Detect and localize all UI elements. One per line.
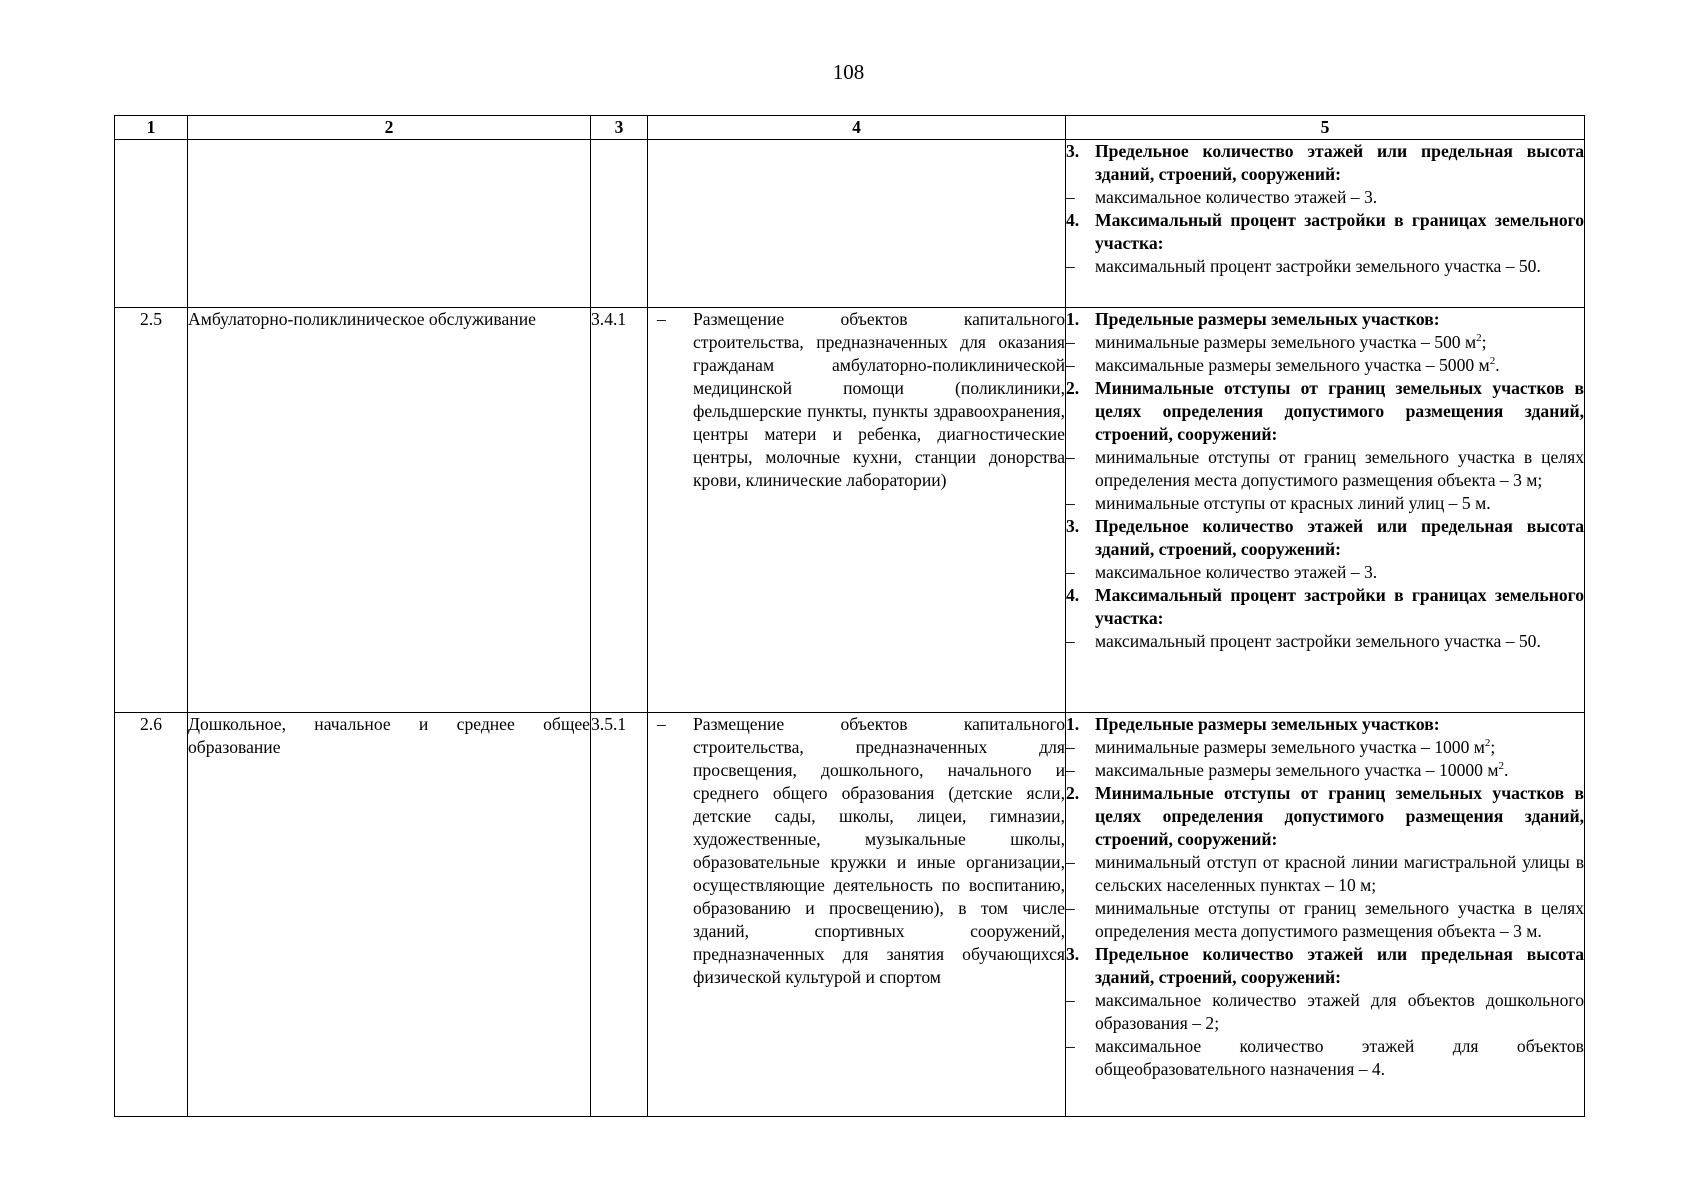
- parameter-text-main: минимальные отступы от границ земельного участка в целях определения места допустимого размещения объекта – 3 м;: [1095, 447, 1584, 490]
- parameters-cell: [1066, 308, 1585, 713]
- parameter-marker: 1.: [1066, 309, 1080, 329]
- parameter-text-main: максимальное количество этажей – 3.: [1095, 562, 1378, 582]
- use-type-description: [648, 140, 1066, 308]
- parameter-heading: [1066, 209, 1584, 255]
- parameter-marker: –: [1066, 447, 1075, 467]
- row-number: 2.6: [115, 713, 188, 1117]
- regulations-table: [114, 115, 1585, 1117]
- parameter-text: [1095, 331, 1584, 354]
- parameter-text-main: Предельное количество этажей или предельная высота зданий, строений, сооружений:: [1095, 141, 1584, 184]
- parameter-text: [1095, 209, 1584, 255]
- parameter-item: [1066, 354, 1584, 377]
- unit-superscript: 2: [1498, 760, 1504, 773]
- parameter-text-main: максимальное количество этажей для объектов дошкольного образования – 2;: [1095, 990, 1584, 1033]
- parameter-marker: –: [1066, 187, 1075, 207]
- parameter-marker: –: [1066, 631, 1075, 651]
- parameter-marker: 2.: [1066, 783, 1080, 803]
- parameter-marker: –: [1066, 898, 1075, 918]
- parameter-text: [1095, 584, 1584, 630]
- use-type-name: Амбулаторно-поликлиническое обслуживание: [188, 308, 591, 713]
- unit-superscript: 2: [1476, 332, 1482, 345]
- parameter-text-main: максимальные размеры земельного участка – 5000 м: [1095, 355, 1490, 375]
- parameter-text-main: Максимальный процент застройки в границах земельного участка:: [1095, 210, 1584, 253]
- parameter-marker: –: [1066, 256, 1075, 276]
- parameter-text-main: Предельное количество этажей или предельная высота зданий, строений, сооружений:: [1095, 516, 1584, 559]
- parameter-item: [1066, 736, 1584, 759]
- parameter-heading: [1066, 308, 1584, 331]
- column-header: 3: [591, 116, 648, 140]
- parameter-text: [1095, 897, 1584, 943]
- parameters-cell: [1066, 713, 1585, 1117]
- parameter-item: [1066, 492, 1584, 515]
- parameter-text: [1095, 851, 1584, 897]
- parameter-text: [1095, 736, 1584, 759]
- parameter-text: [1095, 1035, 1584, 1081]
- parameter-item: [1066, 897, 1584, 943]
- parameter-text: [1095, 759, 1584, 782]
- parameter-text: [1095, 515, 1584, 561]
- parameter-item: [1066, 630, 1584, 653]
- parameter-text: [1095, 630, 1584, 653]
- parameter-text: [1095, 255, 1584, 278]
- parameter-marker: –: [1066, 1036, 1075, 1056]
- parameter-text-main: Предельное количество этажей или предельная высота зданий, строений, сооружений:: [1095, 944, 1584, 987]
- column-header: 4: [648, 116, 1066, 140]
- parameter-item: [1066, 1035, 1584, 1081]
- parameter-marker: –: [1066, 990, 1075, 1010]
- parameter-text-main: максимальное количество этажей – 3.: [1095, 187, 1378, 207]
- parameter-heading: [1066, 140, 1584, 186]
- parameter-text: [1095, 446, 1584, 492]
- parameter-item: [1066, 759, 1584, 782]
- table-header-row: [115, 116, 1585, 140]
- parameter-text-tail: ;: [1490, 737, 1496, 757]
- parameter-marker: 4.: [1066, 210, 1080, 230]
- parameter-text-main: минимальные отступы от границ земельного участка в целях определения места допустимого размещения объекта – 3 м.: [1095, 898, 1584, 941]
- parameter-text-main: Максимальный процент застройки в границах земельного участка:: [1095, 585, 1584, 628]
- parameter-marker: –: [1066, 852, 1075, 872]
- parameter-item: [1066, 255, 1584, 278]
- parameter-marker: 3.: [1066, 944, 1080, 964]
- parameter-text-main: Предельные размеры земельных участков:: [1095, 309, 1440, 329]
- use-type-name: [188, 140, 591, 308]
- parameter-marker: –: [1066, 760, 1075, 780]
- parameter-text: [1095, 308, 1584, 331]
- column-header: 5: [1066, 116, 1585, 140]
- parameter-marker: 2.: [1066, 378, 1080, 398]
- use-type-code: 3.4.1: [591, 308, 648, 713]
- parameter-text-main: Минимальные отступы от границ земельных участков в целях определения допустимого размещения зданий, строений, сооружений:: [1095, 783, 1584, 849]
- parameter-text: [1095, 186, 1584, 209]
- use-type-code: [591, 140, 648, 308]
- description-text: Размещение объектов капитального строительства, предназначенных для просвещения, дошкольного, начального и среднего общего образования (детские ясли, детские сады, школы, лицеи, гимназии, художественные, музыкальные школы, образовательные кружки и иные организации, осуществляющие деятельность по воспитанию, образованию и просвещению), в том числе зданий, спортивных сооружений, предназначенных для занятия обучающихся физической культурой и спортом: [693, 714, 1065, 987]
- use-type-description: [648, 308, 1066, 713]
- parameter-marker: 1.: [1066, 714, 1080, 734]
- parameter-item: [1066, 446, 1584, 492]
- parameter-text-tail: .: [1504, 760, 1509, 780]
- parameter-item: [1066, 331, 1584, 354]
- parameter-text-main: минимальный отступ от красной линии магистральной улицы в сельских населенных пунктах – 10 м;: [1095, 852, 1584, 895]
- table-row: [115, 713, 1585, 1117]
- parameter-text: [1095, 492, 1584, 515]
- column-header: 2: [188, 116, 591, 140]
- parameter-heading: [1066, 377, 1584, 446]
- use-type-code: 3.5.1: [591, 713, 648, 1117]
- parameter-text-tail: ;: [1481, 332, 1487, 352]
- row-number: 2.5: [115, 308, 188, 713]
- parameter-heading: [1066, 584, 1584, 630]
- parameter-text-main: минимальные размеры земельного участка – 1000 м: [1095, 737, 1485, 757]
- column-header: 1: [115, 116, 188, 140]
- parameter-marker: –: [1066, 562, 1075, 582]
- parameter-text-main: минимальные размеры земельного участка – 500 м: [1095, 332, 1477, 352]
- parameter-marker: 3.: [1066, 516, 1080, 536]
- unit-superscript: 2: [1489, 355, 1496, 368]
- parameters-cell: [1066, 140, 1585, 308]
- parameter-marker: –: [1066, 737, 1075, 757]
- parameter-text: [1095, 561, 1584, 584]
- description-dash: –: [657, 714, 666, 734]
- table-row: [115, 140, 1585, 308]
- parameter-text: [1095, 989, 1584, 1035]
- parameter-heading: [1066, 515, 1584, 561]
- parameter-text-main: максимальный процент застройки земельного участка – 50.: [1095, 256, 1541, 276]
- parameter-text: [1095, 354, 1584, 377]
- parameter-marker: 4.: [1066, 585, 1080, 605]
- parameter-text: [1095, 377, 1584, 446]
- parameter-text: [1095, 140, 1584, 186]
- parameter-text-main: минимальные отступы от красных линий улиц – 5 м.: [1095, 493, 1491, 513]
- parameter-heading: [1066, 713, 1584, 736]
- table-row: [115, 308, 1585, 713]
- parameter-text: [1095, 782, 1584, 851]
- parameter-text-main: максимальное количество этажей для объектов общеобразовательного назначения – 4.: [1095, 1036, 1584, 1079]
- parameter-marker: –: [1066, 355, 1075, 375]
- description-dash: –: [657, 309, 666, 329]
- parameter-text-main: максимальные размеры земельного участка – 10000 м: [1095, 760, 1499, 780]
- parameter-text-main: Предельные размеры земельных участков:: [1095, 714, 1440, 734]
- parameter-text: [1095, 943, 1584, 989]
- use-type-name: Дошкольное, начальное и среднее общее образование: [188, 713, 591, 1117]
- parameter-item: [1066, 989, 1584, 1035]
- parameter-item: [1066, 186, 1584, 209]
- parameter-heading: [1066, 782, 1584, 851]
- parameter-item: [1066, 851, 1584, 897]
- parameter-marker: 3.: [1066, 141, 1080, 161]
- parameter-marker: –: [1066, 332, 1075, 352]
- parameter-heading: [1066, 943, 1584, 989]
- parameter-marker: –: [1066, 493, 1075, 513]
- description-text: Размещение объектов капитального строительства, предназначенных для оказания гражданам амбулаторно-поликлинической медицинской помощи (поликлиники, фельдшерские пункты, пункты здравоохранения, центры матери и ребенка, диагностические центры, молочные кухни, станции донорства крови, клинические лаборатории): [693, 309, 1065, 490]
- row-number: [115, 140, 188, 308]
- page-number: 108: [832, 60, 865, 84]
- parameter-text: [1095, 713, 1584, 736]
- parameter-text-main: Минимальные отступы от границ земельных участков в целях определения допустимого размещения зданий, строений, сооружений:: [1095, 378, 1584, 444]
- parameter-text-main: максимальный процент застройки земельного участка – 50.: [1095, 631, 1541, 651]
- use-type-description: [648, 713, 1066, 1117]
- parameter-text-tail: .: [1495, 355, 1500, 375]
- parameter-item: [1066, 561, 1584, 584]
- unit-superscript: 2: [1484, 737, 1491, 750]
